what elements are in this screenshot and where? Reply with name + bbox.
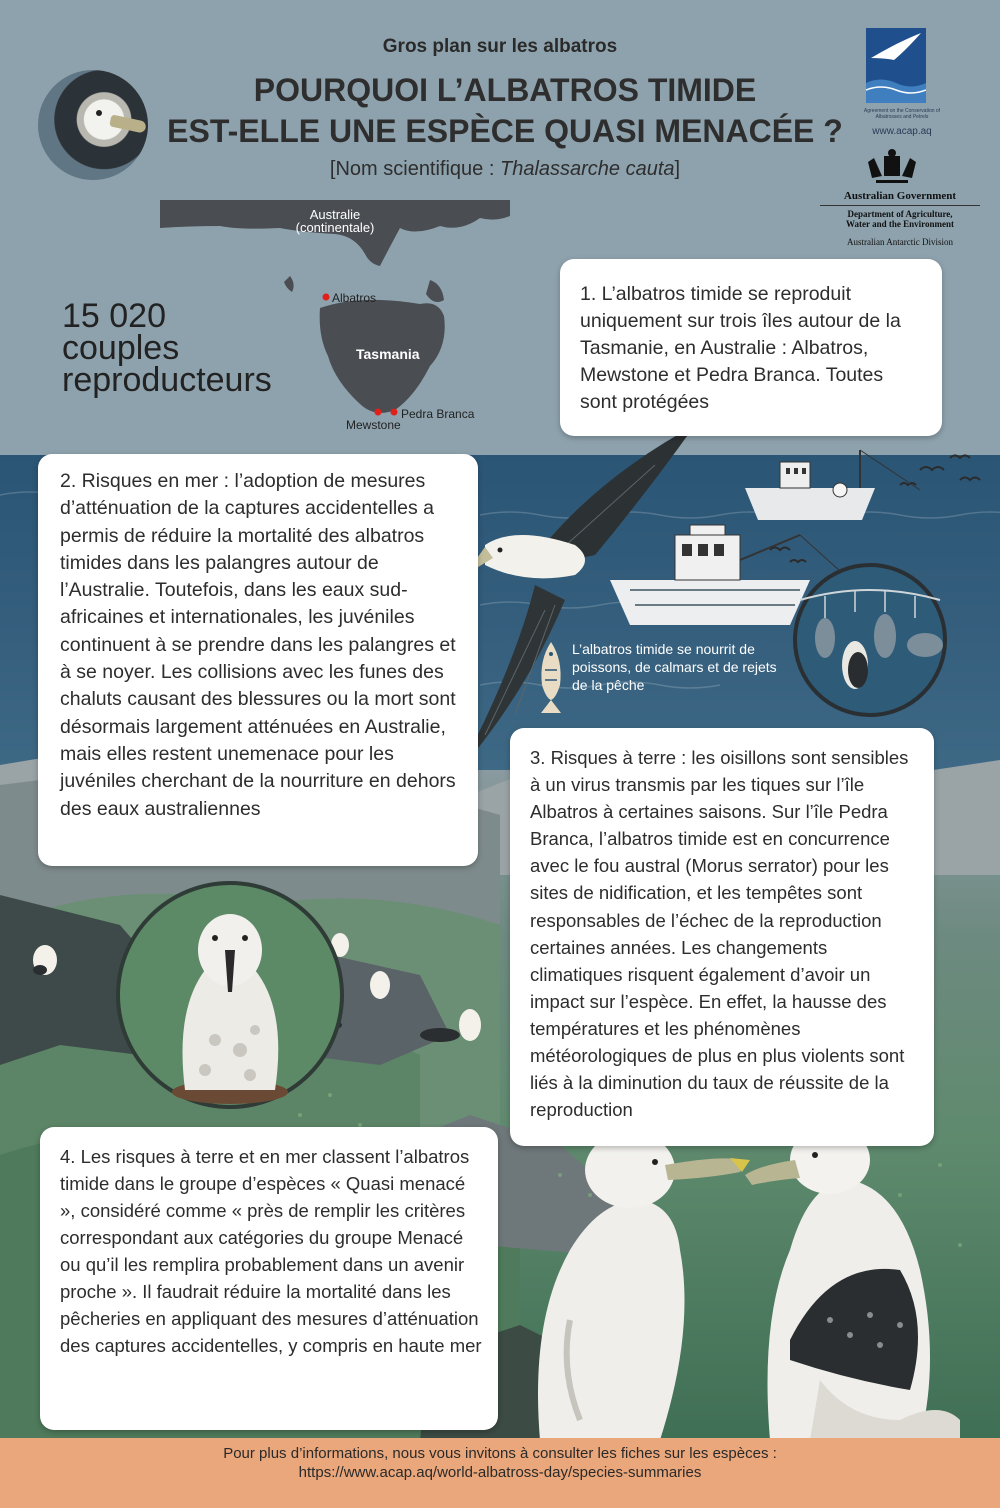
gov-department: [820, 205, 980, 229]
map-label-albatros: Albatros: [332, 291, 377, 305]
map-label-mewstone: Mewstone: [346, 418, 401, 432]
acap-url: www.acap.aq: [872, 126, 932, 137]
sci-prefix: [Nom scientifique :: [329, 158, 500, 180]
albatross-portrait: [38, 70, 148, 180]
stat-line-2: couples: [62, 329, 180, 367]
map-label-tasmania: Tasmania: [356, 346, 420, 362]
gov-division: Australian Antarctic Division: [847, 237, 953, 247]
title-line-1: POURQUOI L’ALBATROS TIMIDE: [253, 72, 757, 108]
info-card-4: 4. Les risques à terre et en mer classent l’albatros timide dans le groupe d’espèces « Quasi menacé », considéré comme « près de remplir les critères correspondant aux catégories du groupe Menacé ou qu’il les remplira probablement dans un avenir proche ». Il faudrait réduire la mortalité dans les pêcheries en appliquant des mesures d’atténuation des captures accidentelles, y compris en haute mer: [40, 1127, 498, 1430]
footer-link[interactable]: https://www.acap.aq/world-albatross-day/species-summaries: [298, 1464, 702, 1481]
diet-note: L’albatros timide se nourrit de poissons, de calmars et de rejets de la pêche: [572, 641, 777, 693]
info-card-2: 2. Risques en mer : l’adoption de mesures d’atténuation de la captures accidentelles a permis de réduire la mortalité des albatros timides dans les palangres autour de l’Australie. Toutefois, dans les eaux sud-africaines et internationales, les juvéniles continuent à se prendre dans les palangres et à se noyer. Les collisions avec les funes des chaluts causant des blessures ou la mort sont désormais largement atténuées en Australie, mais elles restent unemenace pour les juvéniles cherchant de la nourriture en dehors des eaux australiennes: [38, 454, 478, 866]
series-kicker: Gros plan sur les albatros: [382, 36, 618, 57]
footer-line-1: Pour plus d’informations, nous vous invitons à consulter les fiches sur les espèces :: [223, 1445, 777, 1462]
sci-suffix: ]: [674, 158, 681, 180]
gov-name: Australian Government: [843, 190, 957, 202]
title-line-2: EST-ELLE UNE ESPÈCE QUASI MENACÉE ?: [167, 113, 843, 149]
info-card-1: 1. L’albatros timide se reproduit uniquement sur trois îles autour de la Tasmanie, en Australie : Albatros, Mewstone et Pedra Branca. Toutes sont protégées: [560, 259, 942, 436]
info-card-3: 3. Risques à terre : les oisillons sont sensibles à un virus transmis par les tiques sur l’île Albatros à certaines saisons. Sur l’île Pedra Branca, l’albatros timide est en concurrence avec le fou austral (Morus serrator) pour les sites de nidification, et les tempêtes sont responsables de l’échec de la reproduction certaines années. Les changements climatiques risquent également d’avoir un impact sur l’espèce. En effet, la hausse des températures et les phénomènes météorologiques de plus en plus violents sont liés à la diminution du taux de réussite de la reproduction: [510, 728, 934, 1146]
stat-number: 15 020: [62, 297, 166, 335]
breeding-pairs-stat: [62, 297, 272, 399]
sci-binomial: Thalassarche cauta: [499, 158, 675, 180]
fish-icon: [538, 640, 564, 715]
map-label-pedra-branca: Pedra Branca: [401, 407, 475, 421]
acap-full-name: Agreement on the Conservation of Albatrosses and Petrels: [863, 108, 941, 120]
gov-dept-line-2: Water and the Environment: [846, 219, 954, 229]
coat-of-arms-icon: [860, 148, 924, 188]
page-title: [150, 70, 860, 152]
acap-logo-icon: [866, 28, 926, 103]
gov-dept-line-1: Department of Agriculture,: [847, 209, 953, 219]
stat-line-3: reproducteurs: [62, 361, 272, 399]
portrait-beak: [109, 114, 147, 133]
courting-albatrosses-illustration: [520, 1120, 1000, 1440]
footer-text: [0, 1444, 1000, 1482]
scientific-name: [150, 158, 860, 181]
chick-illustration: [115, 880, 345, 1110]
mainland-line-2: (continentale): [295, 220, 375, 235]
portrait-eye: [96, 110, 102, 116]
map-label-mainland: [250, 208, 420, 234]
mainland-line-1: Australie: [309, 207, 361, 222]
